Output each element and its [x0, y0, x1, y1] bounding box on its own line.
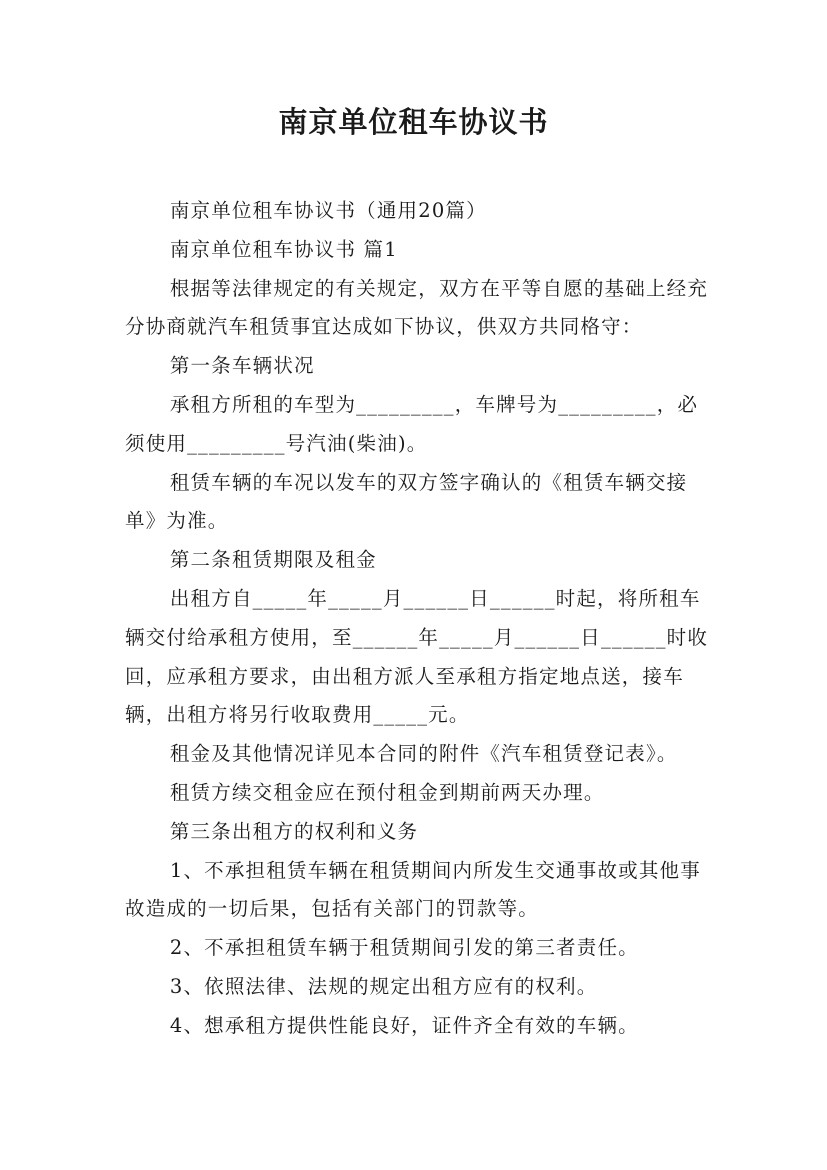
paragraph-rent-details: 租金及其他情况详见本合同的附件《汽车租赁登记表》。 — [169, 742, 678, 766]
paragraph-item-2: 2、不承担租赁车辆于租赁期间引发的第三者责任。 — [169, 936, 639, 960]
paragraph-item-1: 1、不承担租赁车辆在租赁期间内所发生交通事故或其他事故造成的一切后果，包括有关部门的罚款等。 — [125, 858, 701, 921]
paragraph-section-heading: 南京单位租车协议书 篇1 — [169, 237, 398, 261]
paragraph-rent-renewal: 租赁方续交租金应在预付租金到期前两天办理。 — [169, 780, 605, 804]
paragraph-preamble: 根据等法律规定的有关规定，双方在平等自愿的基础上经充分协商就汽车租赁事宜达成如下协议，供双方共同格守： — [125, 276, 709, 339]
paragraph-article-3-heading: 第三条出租方的权利和义务 — [169, 819, 419, 843]
paragraph-subtitle: 南京单位租车协议书（通用20篇） — [169, 199, 487, 222]
paragraph-article-2-heading: 第二条租赁期限及租金 — [169, 548, 377, 572]
paragraph-item-4: 4、想承租方提供性能良好，证件齐全有效的车辆。 — [169, 1013, 639, 1037]
paragraph-article-1-heading: 第一条车辆状况 — [169, 354, 315, 378]
document-title: 南京单位租车协议书 — [278, 105, 549, 139]
paragraph-item-3: 3、依照法律、法规的规定出租方应有的权利。 — [169, 974, 598, 998]
paragraph-vehicle-condition: 租赁车辆的车况以发车的双方签字确认的《租赁车辆交接单》为准。 — [125, 470, 688, 533]
paragraph-rental-period: 出租方自_____年_____月______日______时起，将所租车辆交付给承租方使用，至______年_____月______日______时收回，应承租方要求，由出租方派人至承租方指定地点送，接车辆，出租方将另行收取费用_____元。 — [125, 586, 709, 727]
document-body — [125, 192, 715, 1046]
paragraph-vehicle-model: 承租方所租的车型为_________，车牌号为_________，必须使用_________号汽油(柴油)。 — [125, 392, 699, 455]
